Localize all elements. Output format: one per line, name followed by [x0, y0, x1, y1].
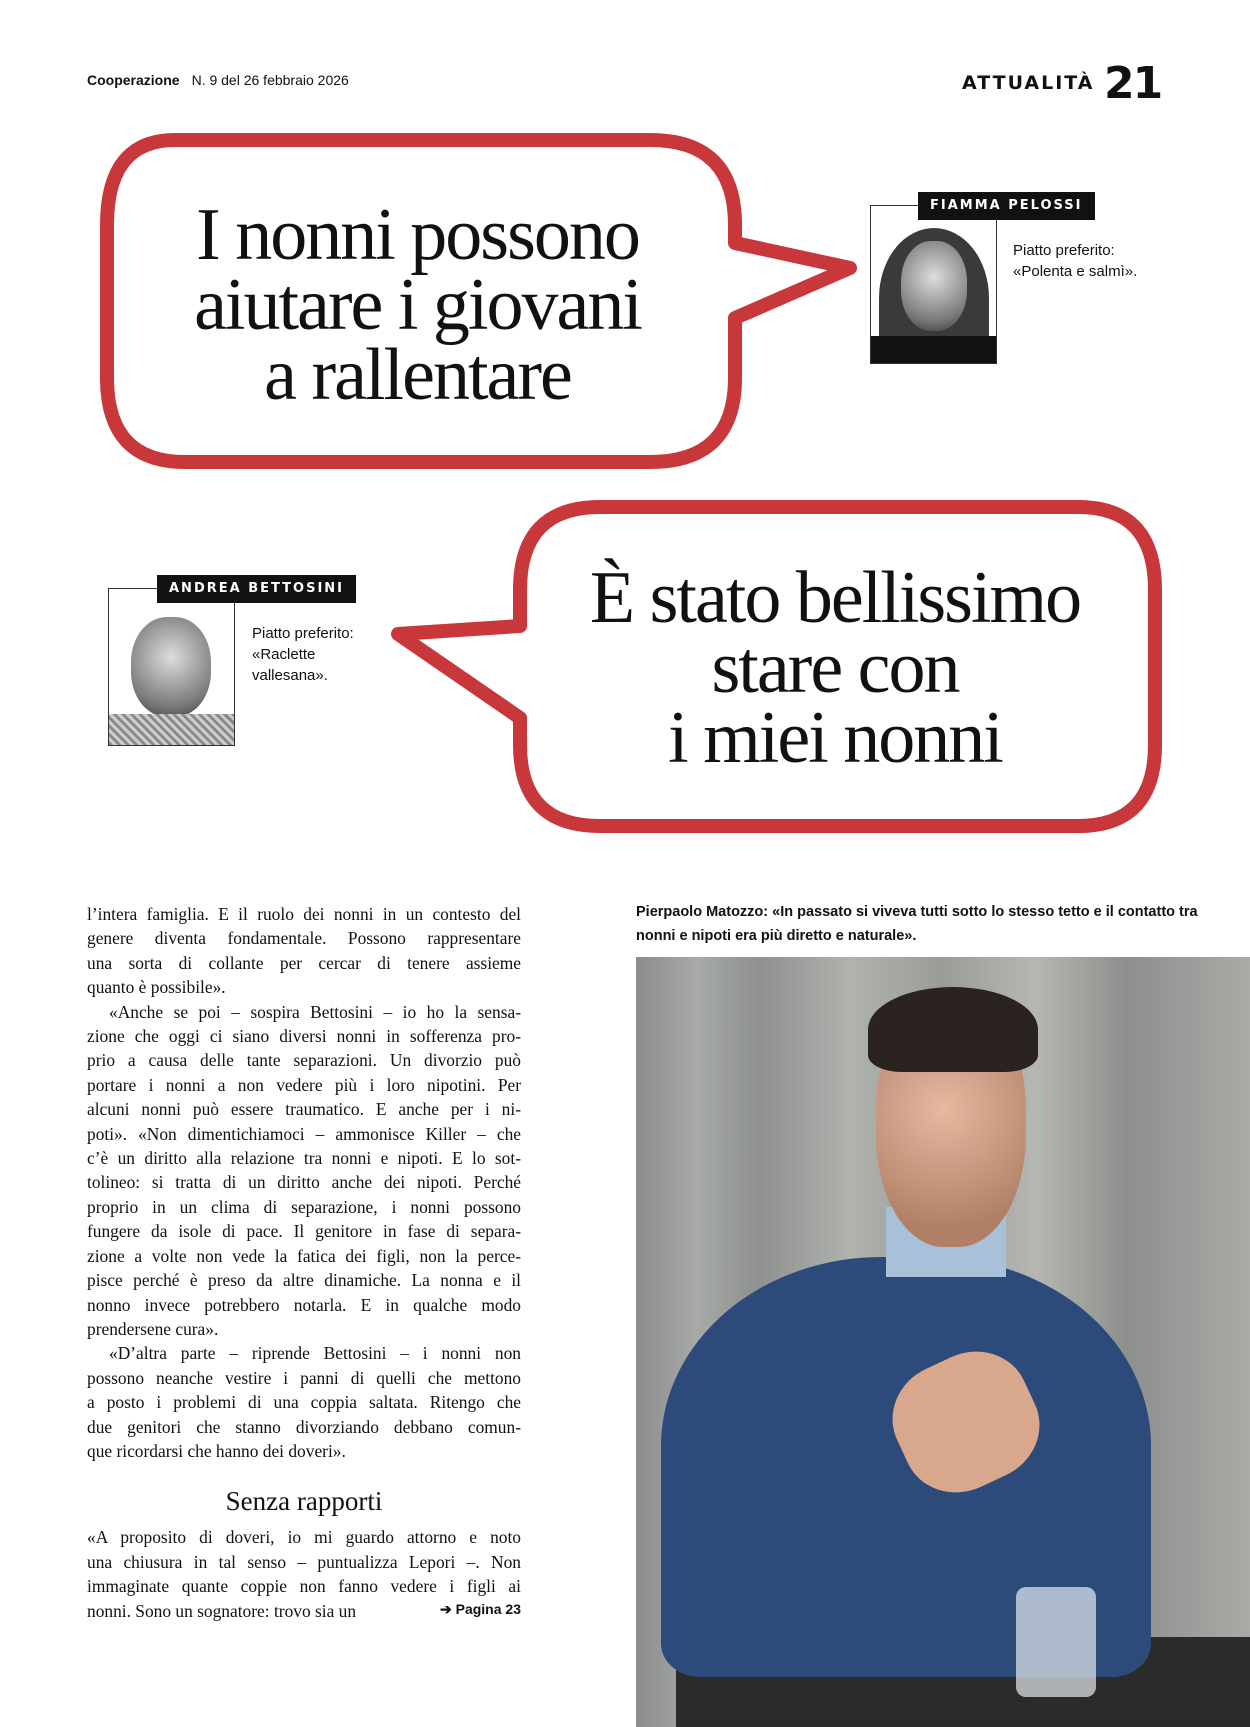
text-line: pisce perché è preso da altre dinamiche. La nonna e il: [87, 1270, 521, 1291]
clothing: [871, 336, 997, 364]
name-label: FIAMMA PELOSSI: [918, 192, 1095, 220]
text-line: nonni. Sono un sognatore: trovo sia un: [87, 1600, 357, 1621]
dish-value: «Raclette: [252, 646, 316, 663]
face: [131, 617, 211, 717]
text-line: a posto i problemi di una coppia saltata. Ritengo che: [87, 1392, 521, 1413]
quote-line: stare con: [711, 627, 959, 709]
portrait-andrea-bettosini: [108, 588, 235, 746]
quote-line: aiutare i giovani: [194, 264, 641, 346]
page-number: 21: [1104, 58, 1162, 109]
text-line: l’intera famiglia. E il ruolo dei nonni in un contesto del: [87, 904, 521, 924]
glass: [1016, 1587, 1096, 1697]
text-line: prio a causa delle tante separazioni. Un divorzio può: [87, 1050, 521, 1071]
text-line: «Anche se poi – sospira Bettosini – io ho la sensa-: [109, 1001, 521, 1022]
hair: [868, 987, 1038, 1072]
text-line: c’è un diritto alla relazione tra nonni e nipoti. E lo sot-: [87, 1148, 521, 1169]
dish-label: Piatto preferito:: [1013, 242, 1115, 259]
section-title: ATTUALITÀ: [962, 72, 1095, 94]
name-label: ANDREA BETTOSINI: [157, 575, 356, 603]
text-line: zione che oggi ci siano diversi nonni in sofferenza pro-: [87, 1026, 521, 1047]
quote-line: I nonni possono: [196, 194, 639, 276]
face: [901, 241, 967, 331]
dish-label: Piatto preferito:: [252, 625, 354, 642]
portrait-fiamma-pelossi: [870, 205, 997, 364]
quote-line: a rallentare: [264, 334, 571, 416]
text-line: una chiusura in tal senso – puntualizza Lepori –. Non: [87, 1551, 521, 1572]
text-line: «D’altra parte – riprende Bettosini – i nonni non: [109, 1343, 521, 1364]
clothing: [109, 714, 235, 746]
photo-pierpaolo-matozzo: [636, 957, 1250, 1727]
publication-name: Cooperazione: [87, 72, 180, 88]
text-line: zione a volte non vede la fatica dei figli, non la perce-: [87, 1245, 521, 1266]
article-paragraphs: [87, 1525, 521, 1623]
text-line: fungere da isole di pace. Il genitore in fase di separa-: [87, 1221, 521, 1242]
text-line: poti». «Non dimentichiamoci – ammonisce Killer – che: [87, 1123, 521, 1144]
pull-quote-2: [530, 557, 1140, 779]
text-line: immaginate quante coppie non fanno vedere i figli ai: [87, 1576, 521, 1597]
pull-quote-1: [120, 194, 715, 416]
article-body: [87, 902, 521, 1623]
subheading: Senza rapporti: [225, 1486, 383, 1517]
dish-value: «Polenta e salmì».: [1013, 263, 1138, 280]
text-line: prendersene cura».: [87, 1318, 219, 1339]
issue-date: N. 9 del 26 febbraio 2026: [191, 72, 349, 88]
article-paragraphs: [87, 902, 521, 1463]
favorite-dish: [252, 623, 354, 686]
text-line: quanto è possibile».: [87, 977, 226, 998]
text-line: alcuni nonni può essere traumatico. E anche per i ni-: [87, 1099, 521, 1120]
text-line: genere diventa fondamentale. Possono rappresentare: [87, 928, 521, 949]
text-line: proprio in un clima di separazione, i nonni possono: [87, 1196, 521, 1217]
quote-line: È stato bellissimo: [589, 557, 1081, 639]
favorite-dish: [1013, 240, 1137, 282]
text-line: «A proposito di doveri, io mi guardo attorno e noto: [87, 1527, 521, 1548]
photo-caption: Pierpaolo Matozzo: «In passato si viveva tutti sotto lo stesso tetto e il contatto tra nonni e nipoti era più diretto e naturale».: [636, 904, 1198, 944]
text-line: due genitori che stanno divorziando debbano comun-: [87, 1416, 521, 1437]
text-line: portare i nonni a non vedere più i loro nipotini. Per: [87, 1074, 521, 1095]
text-line: una sorta di collante per cercar di tenere assieme: [87, 952, 521, 973]
text-line: possono neanche vestire i panni di quelli che mettono: [87, 1367, 521, 1388]
quote-line: i miei nonni: [668, 697, 1002, 779]
text-line: nonno invece potrebbero notarla. E in qualche modo: [87, 1294, 521, 1315]
text-line: que ricordarsi che hanno dei doveri».: [87, 1440, 346, 1461]
continued-link[interactable]: ➔ Pagina 23: [440, 1600, 521, 1617]
text-line: tolineo: si tratta di un diritto anche dei nipoti. Perché: [87, 1172, 521, 1193]
dish-value: vallesana».: [252, 667, 328, 684]
